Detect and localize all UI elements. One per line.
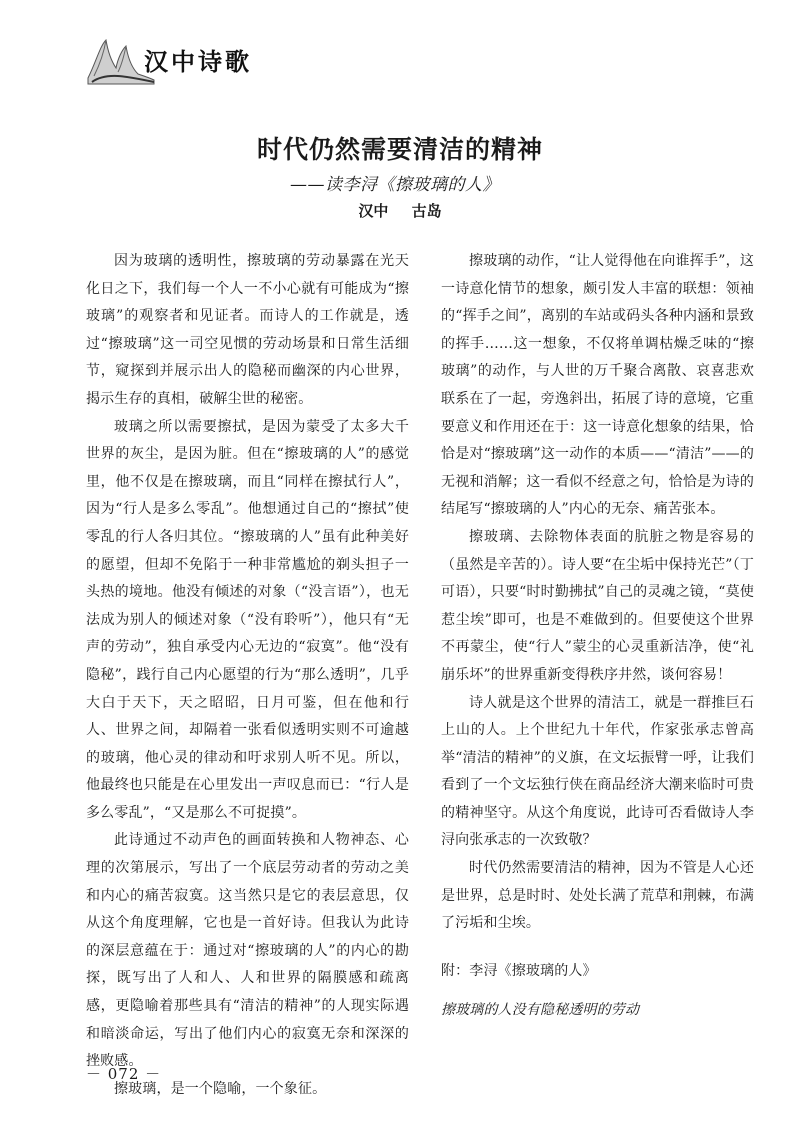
body-paragraph: 诗人就是这个世界的清洁工，就是一群推巨石上山的人。上个世纪九十年代，作家张承志曾高举“清洁的精神”的义旗，在文坛振臂一呼，让我们看到了一个文坛独行侠在商品经济大潮来临时可贵的精神坚守。从这个角度说，此诗可否看做诗人李浔向张承志的一次致敬？ [441, 694, 754, 849]
article-authors [0, 200, 800, 221]
body-paragraph: 因为玻璃的透明性，擦玻璃的劳动暴露在光天化日之下，我们每一个人一不小心就有可能成为“擦玻璃”的观察者和见证者。而诗人的工作就是，透过“擦玻璃”这一司空见惯的劳动场景和日常生活细节，窥探到并展示出人的隐秘而幽深的内心世界，揭示生存的真相，破解尘世的秘密。 [86, 253, 409, 407]
article-title: 时代仍然需要清洁的精神 [256, 135, 543, 164]
body-paragraph: 擦玻璃，是一个隐喻，一个象征。 [114, 1080, 327, 1097]
author-name: 古岛 [411, 202, 442, 220]
body-paragraph: 擦玻璃的动作，“让人觉得他在向谁挥手”，这一诗意化情节的想象，颇引发人丰富的联想：领袖的“挥手之间”，离别的车站或码头各种内涵和景致的挥手……这一想象，不仅将单调枯燥乏味的“擦玻璃”的动作，与人世的万千聚合离散、哀喜悲欢联系在了一起，旁逸斜出，拓展了诗的意境，它重要意义和作用还在于：这一诗意化想象的结果，恰恰是对“擦玻璃”这一动作的本质——“清洁”——的无视和消解；这一看似不经意之句，恰恰是为诗的结尾写“擦玻璃的人”内心的无奈、痛苦张本。 [441, 253, 754, 518]
article-subtitle: ——读李浔《擦玻璃的人》 [290, 175, 500, 195]
body-paragraph: 时代仍然需要清洁的精神，因为不管是人心还是世界，总是时时、处处长满了荒草和荆棘，布满了污垢和尘埃。 [441, 860, 754, 932]
body-paragraph: 擦玻璃、去除物体表面的肮脏之物是容易的（虽然是辛苦的）。诗人要“在尘垢中保持光芒”（丁可语），只要“时时勤拂拭”自己的灵魂之镜，“莫使惹尘埃”即可，也是不难做到的。但要使这个世界不再蒙尘，使“行人”蒙尘的心灵重新洁净，使“礼崩乐坏”的世界重新变得秩序井然，谈何容易！ [441, 528, 754, 683]
appendix-label: 附：李浔《擦玻璃的人》 [441, 962, 597, 979]
page-number: － 072 － [86, 1065, 162, 1083]
poem-first-line: 擦玻璃的人没有隐秘透明的劳动 [441, 1002, 640, 1019]
body-paragraph: 玻璃之所以需要擦拭，是因为蒙受了太多大千世界的灰尘，是因为脏。但在“擦玻璃的人”的感觉里，他不仅是在擦玻璃，而且“同样在擦拭行人”，因为“行人是多么零乱”。他想通过自己的“擦拭”使零乱的行人各归其位。“擦玻璃的人”虽有此种美好的愿望，但却不免陷于一种非常尴尬的剃头担子一头热的境地。他没有倾述的对象（“没言语”），也无法成为别人的倾述对象（“没有聆听”），他只有“无声的劳动”，独自承受内心无边的“寂寞”。他“没有隐秘”，践行自己内心愿望的行为“那么透明”，几乎大白于天下，天之昭昭，日月可鉴，但在他和行人、世界之间，却隔着一张看似透明实则不可逾越的玻璃，他心灵的律动和吁求别人听不见。所以，他最终也只能是在心里发出一声叹息而已：“行人是多么零乱”，“又是那么不可捉摸”。 [86, 418, 409, 821]
column-header [86, 30, 336, 90]
left-column [86, 248, 409, 1103]
author-region: 汉中 [358, 202, 389, 220]
column-name: 汉中诗歌 [144, 48, 252, 76]
right-column [441, 248, 754, 1025]
body-paragraph: 此诗通过不动声色的画面转换和人物神态、心理的次第展示，写出了一个底层劳动者的劳动之美和内心的痛苦寂寞。这当然只是它的表层意思，仅从这个角度理解，它也是一首好诗。但我认为此诗的深层意蕴在于：通过对“擦玻璃的人”的内心的勘探，既写出了人和人、人和世界的隔膜感和疏离感，更隐喻着那些具有“清洁的精神”的人现实际遇和暗淡命运，写出了他们内心的寂寞无奈和深深的挫败感。 [86, 832, 409, 1070]
